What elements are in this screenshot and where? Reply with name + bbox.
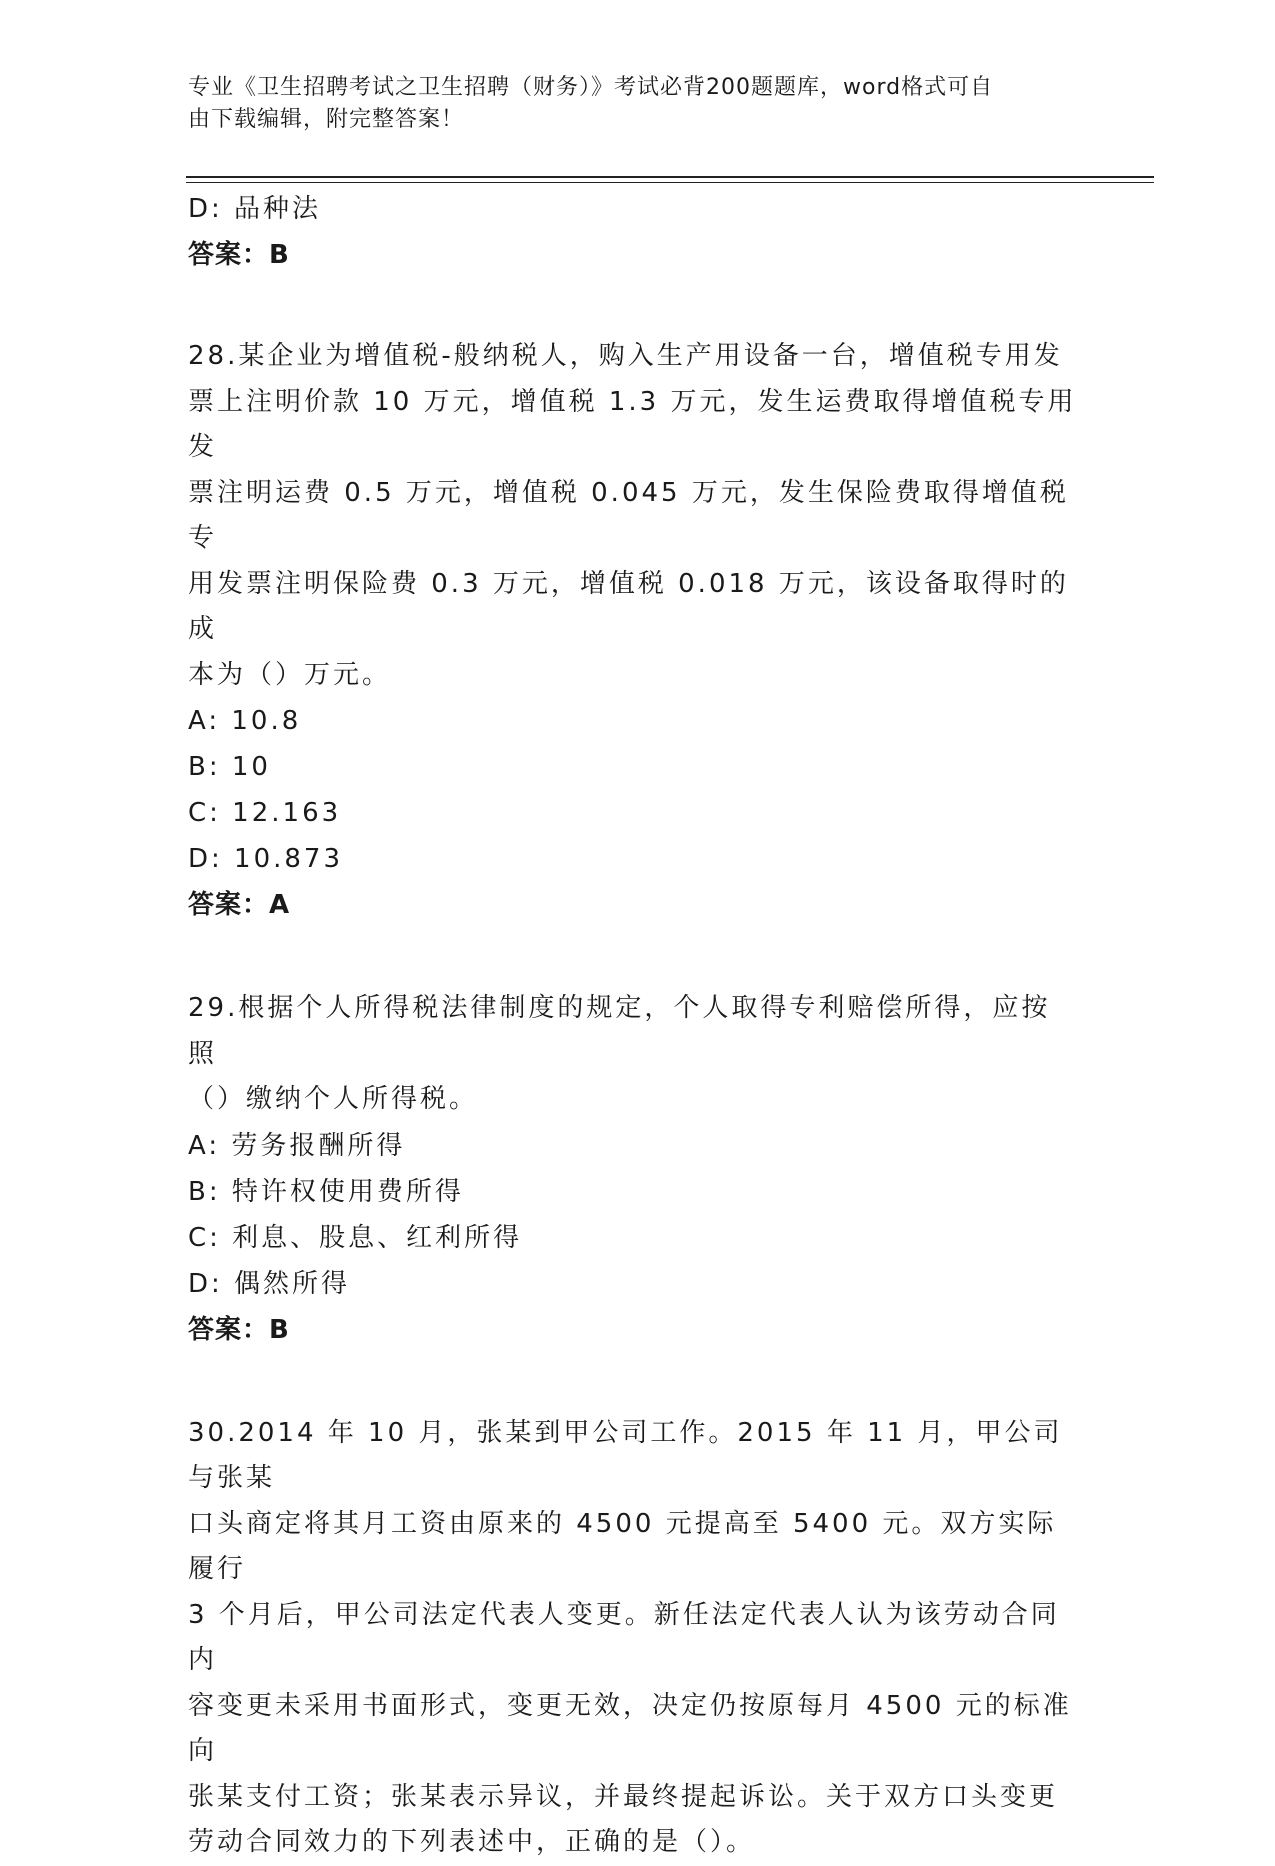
option-d: D: 品种法 bbox=[188, 194, 322, 224]
header-line-2: 由下载编辑，附完整答案！ bbox=[188, 107, 465, 132]
stem-line: 劳动合同效力的下列表述中，正确的是（）。 bbox=[188, 1827, 756, 1857]
option-a: A: 劳务报酬所得 bbox=[188, 1130, 406, 1161]
stem-line: 29.根据个人所得税法律制度的规定，个人取得专利赔偿所得，应按照 bbox=[188, 993, 1051, 1069]
option-b: B: 10 bbox=[188, 752, 271, 782]
question-stem bbox=[188, 986, 1078, 1123]
stem-line: 容变更未采用书面形式，变更无效，决定仍按原每月 4500 元的标准向 bbox=[188, 1690, 1072, 1766]
header-line-1: 专业《卫生招聘考试之卫生招聘（财务）》考试必背200题题库，word格式可自 bbox=[188, 75, 994, 100]
question-stem bbox=[188, 334, 1078, 698]
stem-line: 票上注明价款 10 万元，增值税 1.3 万元，发生运费取得增值税专用发 bbox=[188, 386, 1077, 462]
question-28 bbox=[188, 334, 1088, 928]
stem-line: 票注明运费 0.5 万元，增值税 0.045 万元，发生保险费取得增值税专 bbox=[188, 477, 1069, 553]
question-stem bbox=[188, 1411, 1078, 1866]
option-c: C: 12.163 bbox=[188, 798, 342, 828]
answer-line: 答案：B bbox=[188, 1314, 290, 1345]
stem-line: 用发票注明保险费 0.3 万元，增值税 0.018 万元，该设备取得时的成 bbox=[188, 568, 1069, 644]
answer-line: 答案：A bbox=[188, 890, 291, 920]
header-divider-thin bbox=[186, 182, 1154, 183]
stem-line: 口头商定将其月工资由原来的 4500 元提高至 5400 元。双方实际履行 bbox=[188, 1508, 1057, 1584]
option-d: D: 偶然所得 bbox=[188, 1268, 351, 1299]
page-header bbox=[188, 72, 1068, 136]
option-b: B: 特许权使用费所得 bbox=[188, 1176, 464, 1207]
stem-line: 30.2014 年 10 月，张某到甲公司工作。2015 年 11 月，甲公司与张某 bbox=[188, 1417, 1063, 1493]
stem-line: 张某支付工资；张某表示异议，并最终提起诉讼。关于双方口头变更 bbox=[188, 1781, 1059, 1812]
stem-line: 28.某企业为增值税-般纳税人，购入生产用设备一台，增值税专用发 bbox=[188, 341, 1063, 371]
stem-line: 本为（）万元。 bbox=[188, 659, 392, 690]
previous-question-tail bbox=[188, 186, 1088, 278]
header-divider-thick bbox=[186, 176, 1154, 178]
question-29 bbox=[188, 986, 1088, 1353]
question-30 bbox=[188, 1411, 1088, 1866]
stem-line: 3 个月后，甲公司法定代表人变更。新任法定代表人认为该劳动合同内 bbox=[188, 1599, 1060, 1675]
option-d: D: 10.873 bbox=[188, 844, 344, 874]
option-c: C: 利息、股息、红利所得 bbox=[188, 1222, 523, 1253]
option-a: A: 10.8 bbox=[188, 706, 302, 736]
answer-line: 答案：B bbox=[188, 240, 290, 270]
document-body bbox=[188, 186, 1088, 1866]
stem-line: （）缴纳个人所得税。 bbox=[188, 1084, 479, 1114]
